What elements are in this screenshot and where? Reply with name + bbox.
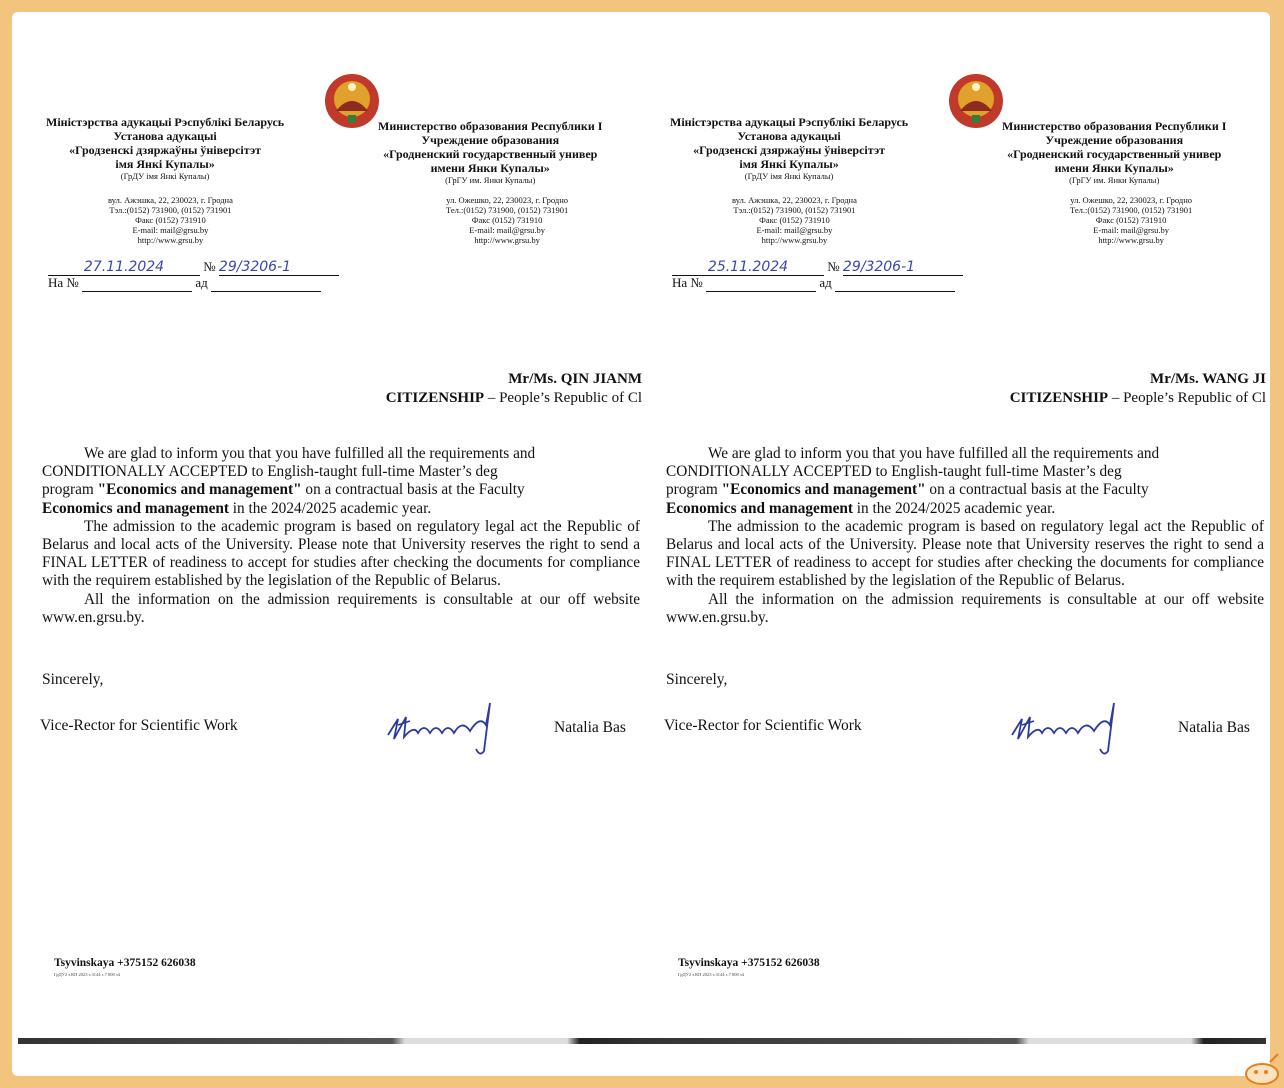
citizenship-value: – People’s Republic of Cl xyxy=(1111,390,1266,406)
registration-line xyxy=(672,259,963,276)
ad-label: ад xyxy=(195,275,208,290)
document-frame xyxy=(12,12,1270,1076)
citizenship-label: CITIZENSHIP xyxy=(1009,390,1109,406)
citizenship-label: CITIZENSHIP xyxy=(385,390,485,406)
addr-ru-line: http://www.grsu.by xyxy=(474,235,540,245)
ministry-by-line-4: імя Янкі Купалы» xyxy=(115,157,215,171)
recipient-citizenship xyxy=(1010,390,1266,407)
addr-by-line: http://www.grsu.by xyxy=(137,235,204,245)
sincerely: Sincerely, xyxy=(666,671,728,688)
addr-by-line: Факс (0152) 731910 xyxy=(759,215,830,225)
address-by xyxy=(108,195,233,245)
number-handwritten: 29/3206-1 xyxy=(218,259,292,275)
corner-dumpling-icon xyxy=(1244,1052,1282,1086)
signature-icon xyxy=(384,695,514,759)
na-label: На № xyxy=(48,275,79,290)
na-label: На № xyxy=(672,275,703,290)
ministry-ru-line-3: «Гродненский государственный универ xyxy=(1007,147,1222,161)
date-handwritten: 25.11.2024 xyxy=(707,259,789,275)
print-code: ГрДУ2 з.КП 2023 з.3144 з.7 000 з4 xyxy=(54,972,120,977)
number-handwritten: 29/3206-1 xyxy=(842,259,916,275)
ministry-by-line-1: Міністэрства адукацыі Рэспублікі Беларусь xyxy=(670,115,909,129)
recipient-citizenship xyxy=(386,390,642,407)
address-by xyxy=(732,195,857,245)
addr-ru-line: Тел.:(0152) 731900, (0152) 731901 xyxy=(446,205,569,215)
addr-by-line: вул. Ажэшка, 22, 230023, г. Гродна xyxy=(108,195,233,205)
paragraph-1-line-1: We are glad to inform you that you have fulfilled all the requirements and xyxy=(708,445,1160,462)
addr-ru-line: http://www.grsu.by xyxy=(1098,235,1164,245)
registration-line xyxy=(48,259,339,276)
paragraph-3: All the information on the admission requirements is consultable at our off website www.en.grsu.by. xyxy=(666,590,1264,626)
ministry-by-block xyxy=(670,115,908,181)
date-handwritten: 27.11.2024 xyxy=(83,259,165,275)
sincerely: Sincerely, xyxy=(42,671,104,688)
belarus-crest-icon xyxy=(322,71,382,129)
number-label: № xyxy=(827,259,840,274)
print-code: ГрДУ2 з.КП 2023 з.3144 з.7 000 з4 xyxy=(678,972,744,977)
signer-name: Natalia Bas xyxy=(1178,719,1250,736)
paragraph-1-line-3: program "Economics and management" on a contractual basis at the Faculty xyxy=(42,481,525,499)
ministry-by-line-3: «Гродзенскі дзяржаўны ўніверсітэт xyxy=(693,143,886,157)
paragraph-1-line-1: We are glad to inform you that you have fulfilled all the requirements and xyxy=(84,445,536,462)
reference-line xyxy=(672,275,955,292)
addr-by-line: E-mail: mail@grsu.by xyxy=(756,225,833,235)
addr-by-line: Тэл.:(0152) 731900, (0152) 731901 xyxy=(109,205,232,215)
ministry-by-line-2: Установа адукацыі xyxy=(737,129,841,143)
ministry-by-line-3: «Гродзенскі дзяржаўны ўніверсітэт xyxy=(69,143,262,157)
reference-line xyxy=(48,275,321,292)
addr-ru-line: ул. Ожешко, 22, 230023, г. Гродно xyxy=(1070,195,1193,205)
ministry-ru-line-2: Учреждение образования xyxy=(421,133,560,147)
addr-by-line: http://www.grsu.by xyxy=(761,235,828,245)
signer-title: Vice-Rector for Scientific Work xyxy=(40,717,238,734)
address-ru xyxy=(1070,195,1192,245)
addr-by-line: Факс (0152) 731910 xyxy=(135,215,206,225)
abbr-ru: (ГрГУ им. Янки Купалы) xyxy=(1069,175,1160,185)
letter-body xyxy=(42,445,642,627)
recipient-name: Mr/Ms. WANG JI xyxy=(1150,371,1266,387)
abbr-by: (ГрДУ імя Янкі Купалы) xyxy=(744,171,834,181)
contact-phone: Tsyvinskaya +375152 626038 xyxy=(678,957,820,969)
paragraph-2: The admission to the academic program is based on regulatory legal act the Republic of Belarus and local acts of the University. Please note that University reserves the right to send a FINAL LETTER of readiness to accept for studies after checking the documents for compliance with the requirem established by the legislation of the Republic of Belarus. xyxy=(666,517,1264,590)
signature-icon xyxy=(1008,695,1138,759)
citizenship-value: – People’s Republic of Cl xyxy=(487,390,642,406)
paragraph-1-line-3: program "Economics and management" on a contractual basis at the Faculty xyxy=(666,481,1149,499)
addr-ru-line: E-mail: mail@grsu.by xyxy=(469,225,546,235)
paragraph-1-line-2: CONDITIONALLY ACCEPTED to English-taught full-time Master’s deg xyxy=(666,463,1122,481)
letter-page-1 xyxy=(18,59,642,1044)
ministry-ru-block xyxy=(1002,119,1226,185)
addr-ru-line: ул. Ожешко, 22, 230023, г. Гродно xyxy=(446,195,569,205)
ministry-by-line-2: Установа адукацыі xyxy=(113,129,217,143)
ministry-by-line-4: імя Янкі Купалы» xyxy=(739,157,839,171)
paragraph-1-line-4: Economics and management in the 2024/2025 academic year. xyxy=(666,499,1056,517)
ad-label: ад xyxy=(819,275,832,290)
letter-page-2 xyxy=(642,59,1266,1044)
paragraph-2: The admission to the academic program is based on regulatory legal act the Republic of Belarus and local acts of the University. Please note that University reserves the right to send a FINAL LETTER of readiness to accept for studies after checking the documents for compliance with the requirem established by the legislation of the Republic of Belarus. xyxy=(42,517,640,590)
ministry-ru-line-3: «Гродненский государственный универ xyxy=(383,147,598,161)
belarus-crest-icon xyxy=(946,71,1006,129)
addr-by-line: Тэл.:(0152) 731900, (0152) 731901 xyxy=(733,205,856,215)
paragraph-1-line-4: Economics and management in the 2024/2025 academic year. xyxy=(42,499,432,517)
ministry-ru-line-4: имени Янки Купалы» xyxy=(1054,161,1174,175)
paragraph-3: All the information on the admission requirements is consultable at our off website www.en.grsu.by. xyxy=(42,590,640,626)
signer-title: Vice-Rector for Scientific Work xyxy=(664,717,862,734)
number-label: № xyxy=(203,259,216,274)
paragraph-1-line-2: CONDITIONALLY ACCEPTED to English-taught full-time Master’s deg xyxy=(42,463,498,481)
address-ru xyxy=(446,195,568,245)
scan-edge xyxy=(18,1038,642,1044)
recipient-name: Mr/Ms. QIN JIANM xyxy=(508,371,642,387)
abbr-ru: (ГрГУ им. Янки Купалы) xyxy=(445,175,536,185)
addr-ru-line: Факс (0152) 731910 xyxy=(471,215,543,225)
contact-phone: Tsyvinskaya +375152 626038 xyxy=(54,957,196,969)
addr-by-line: вул. Ажэшка, 22, 230023, г. Гродна xyxy=(732,195,857,205)
ministry-by-line-1: Міністэрства адукацыі Рэспублікі Беларусь xyxy=(46,115,285,129)
scan-edge xyxy=(642,1038,1266,1044)
letter-body xyxy=(666,445,1266,627)
abbr-by: (ГрДУ імя Янкі Купалы) xyxy=(120,171,210,181)
ministry-ru-line-2: Учреждение образования xyxy=(1045,133,1184,147)
addr-by-line: E-mail: mail@grsu.by xyxy=(132,225,209,235)
ministry-ru-line-1: Министерство образования Республики I xyxy=(378,119,603,133)
signer-name: Natalia Bas xyxy=(554,719,626,736)
addr-ru-line: Тел.:(0152) 731900, (0152) 731901 xyxy=(1070,205,1193,215)
ministry-ru-block xyxy=(378,119,602,185)
addr-ru-line: E-mail: mail@grsu.by xyxy=(1093,225,1170,235)
ministry-ru-line-4: имени Янки Купалы» xyxy=(430,161,550,175)
addr-ru-line: Факс (0152) 731910 xyxy=(1095,215,1167,225)
ministry-by-block xyxy=(46,115,284,181)
ministry-ru-line-1: Министерство образования Республики I xyxy=(1002,119,1227,133)
